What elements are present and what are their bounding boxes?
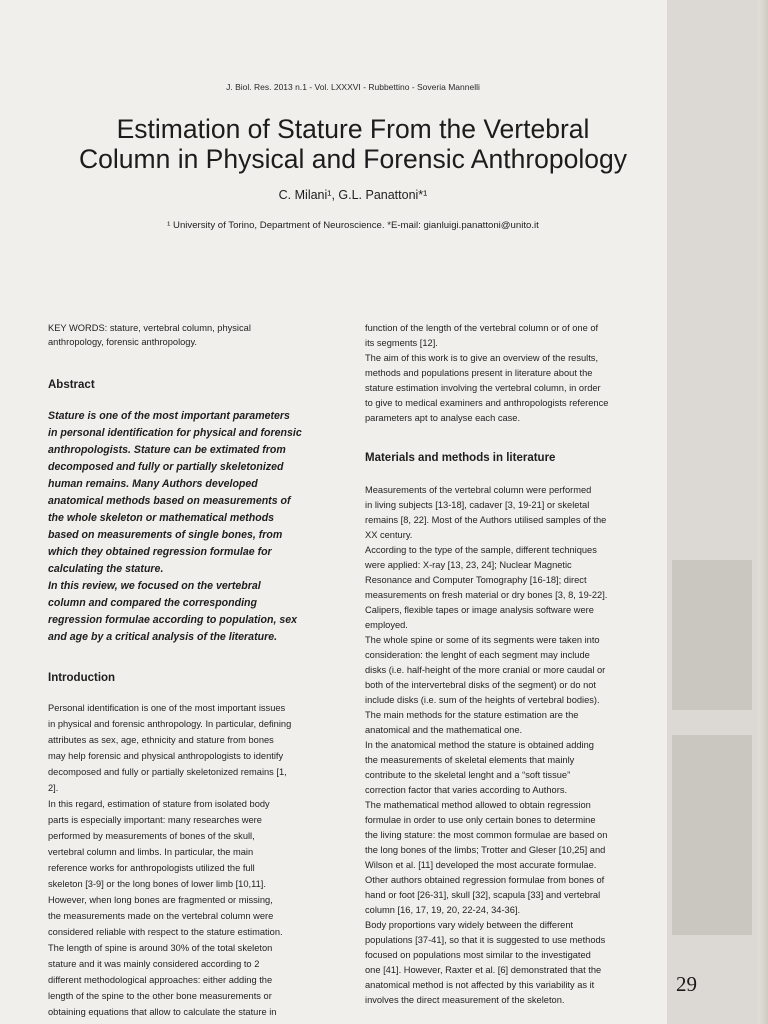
introduction-heading: Introduction bbox=[48, 672, 116, 684]
materials-methods-heading: Materials and methods in literature bbox=[365, 452, 556, 464]
article-title-line-2: Column in Physical and Forensic Anthropology bbox=[79, 144, 627, 174]
paragraph-line: Measurements of the vertebral column were performed bbox=[365, 485, 592, 495]
abstract-line: Stature is one of the most important parameters bbox=[48, 410, 290, 422]
abstract-line: column and compared the corresponding bbox=[48, 597, 257, 609]
paragraph-line: focused on populations most similar to the investigated bbox=[365, 950, 591, 960]
paragraph-line: formulae in order to use only certain bones to determine bbox=[365, 815, 596, 825]
paragraph-line: The whole spine or some of its segments were taken into bbox=[365, 635, 600, 645]
paragraph-line: Wilson et al. [11] developed the most accurate formulae. bbox=[365, 860, 597, 870]
paragraph-line: vertebral column and limbs. In particular, the main bbox=[48, 847, 254, 857]
abstract-line: in personal identification for physical and forensic bbox=[48, 427, 302, 439]
paragraph-line: considered reliable with respect to the stature estimation. bbox=[48, 927, 283, 937]
paragraph-line: measurements on fresh material or dry bones [3, 8, 19-22]. bbox=[365, 590, 608, 600]
keywords-line: KEY WORDS: stature, vertebral column, physical bbox=[48, 323, 251, 333]
paragraph-line: Personal identification is one of the most important issues bbox=[48, 703, 286, 713]
abstract-heading: Abstract bbox=[48, 379, 95, 391]
abstract-line: human remains. Many Authors developed bbox=[48, 478, 258, 490]
paragraph-line: the long bones of the limbs; Trotter and Gleser [10,25] and bbox=[365, 845, 606, 855]
paragraph-line: 2]. bbox=[48, 783, 59, 793]
paragraph-line: The aim of this work is to give an overview of the results, bbox=[365, 353, 599, 363]
paragraph-line: parameters apt to analyse each case. bbox=[365, 413, 521, 423]
page-edge-shadow bbox=[758, 0, 768, 1024]
paragraph-line: However, when long bones are fragmented or missing, bbox=[48, 895, 273, 905]
paragraph-line: reference works for anthropologists utilized the full bbox=[48, 863, 255, 873]
paragraph-line: one [41]. However, Raxter et al. [6] demonstrated that the bbox=[365, 965, 602, 975]
abstract-line: regression formulae according to population, sex bbox=[48, 614, 297, 626]
paragraph-line: Other authors obtained regression formulae from bones of bbox=[365, 875, 605, 885]
abstract-line: decomposed and fully or partially skeletonized bbox=[48, 461, 284, 473]
paragraph-line: Body proportions vary widely between the different bbox=[365, 920, 574, 930]
paragraph-line: The mathematical method allowed to obtain regression bbox=[365, 800, 591, 810]
paragraph-line: the measurements made on the vertebral column were bbox=[48, 911, 274, 921]
paragraph-line: the living stature: the most common formulae are based on bbox=[365, 830, 608, 840]
affiliation: ¹ University of Torino, Department of Neuroscience. *E-mail: gianluigi.panattoni@unito.it bbox=[167, 220, 539, 231]
paragraph-line: anatomical method is not affected by this variability as it bbox=[365, 980, 595, 990]
paragraph-line: disks (i.e. half-height of the more cranial or more caudal or bbox=[365, 665, 606, 675]
abstract-line: anthropologists. Stature can be extimated from bbox=[48, 444, 286, 456]
paragraph-line: XX century. bbox=[365, 530, 413, 540]
paragraph-line: different methodological approaches: either adding the bbox=[48, 975, 273, 985]
paragraph-line: populations [37-41], so that it is suggested to use methods bbox=[365, 935, 606, 945]
page-number: 29 bbox=[676, 972, 697, 996]
paragraph-line: consideration: the lenght of each segment may include bbox=[365, 650, 590, 660]
paragraph-line: In the anatomical method the stature is obtained adding bbox=[365, 740, 594, 750]
paragraph-line: involves the direct measurement of the skeleton. bbox=[365, 995, 565, 1005]
authors: C. Milani¹, G.L. Panattoni*¹ bbox=[278, 188, 428, 202]
paragraph-line: anatomical and the mathematical one. bbox=[365, 725, 523, 735]
abstract-line: and age by a critical analysis of the literature. bbox=[48, 631, 278, 643]
paragraph-line: may help forensic and physical anthropologists to identify bbox=[48, 751, 284, 761]
paragraph-line: length of the spine to the other bone measurements or bbox=[48, 991, 272, 1001]
abstract-line: which they obtained regression formulae for bbox=[48, 546, 272, 558]
paragraph-line: The length of spine is around 30% of the total skeleton bbox=[48, 943, 273, 953]
paragraph-line: In this regard, estimation of stature from isolated body bbox=[48, 799, 270, 809]
paragraph-line: decomposed and fully or partially skeletonized remains [1, bbox=[48, 767, 287, 777]
paragraph-line: parts is especially important: many researches were bbox=[48, 815, 262, 825]
abstract-line: based on measurements of single bones, from bbox=[48, 529, 283, 541]
paragraph-line: stature and it was mainly considered according to 2 bbox=[48, 959, 260, 969]
paragraph-line: function of the length of the vertebral column or of one of bbox=[365, 323, 599, 333]
paragraph-line: attributes as sex, age, ethnicity and stature from bones bbox=[48, 735, 274, 745]
paragraph-line: stature estimation involving the vertebral column, in order bbox=[365, 383, 601, 393]
side-margin-mark bbox=[672, 560, 752, 710]
side-margin-mark bbox=[672, 735, 752, 935]
abstract-line: the whole skeleton or mathematical methods bbox=[48, 512, 275, 524]
abstract-line: anatomical methods based on measurements of bbox=[48, 495, 291, 507]
paragraph-line: contribute to the skeletal lenght and a “soft tissue” bbox=[365, 770, 571, 780]
paragraph-line: The main methods for the stature estimation are the bbox=[365, 710, 579, 720]
paragraph-line: Calipers, flexible tapes or image analysis software were bbox=[365, 605, 594, 615]
paragraph-line: performed by measurements of bones of the skull, bbox=[48, 831, 255, 841]
paragraph-line: obtaining equations that allow to calculate the stature in bbox=[48, 1007, 277, 1017]
paragraph-line: both of the intervertebral disks of the segment) or do not bbox=[365, 680, 597, 690]
paragraph-line: in physical and forensic anthropology. In particular, defining bbox=[48, 719, 292, 729]
paragraph-line: its segments [12]. bbox=[365, 338, 438, 348]
paragraph-line: methods and populations present in literature about the bbox=[365, 368, 593, 378]
paragraph-line: remains [8, 22]. Most of the Authors utilised samples of the bbox=[365, 515, 607, 525]
journal-citation: J. Biol. Res. 2013 n.1 - Vol. LXXXVI - Rubbettino - Soveria Mannelli bbox=[226, 82, 480, 92]
paragraph-line: Resonance and Computer Tomography [16-18]; direct bbox=[365, 575, 587, 585]
paragraph-line: correction factor that varies according to Authors. bbox=[365, 785, 568, 795]
abstract-line: calculating the stature. bbox=[48, 563, 164, 575]
paragraph-line: skeleton [3-9] or the long bones of lower limb [10,11]. bbox=[48, 879, 266, 889]
abstract-line: In this review, we focused on the vertebral bbox=[48, 580, 261, 592]
paragraph-line: column [16, 17, 19, 20, 22-24, 34-36]. bbox=[365, 905, 521, 915]
paragraph-line: were applied: X-ray [13, 23, 24]; Nuclear Magnetic bbox=[365, 560, 572, 570]
article-title-line-1: Estimation of Stature From the Vertebral bbox=[116, 114, 590, 144]
paragraph-line: According to the type of the sample, different techniques bbox=[365, 545, 597, 555]
paragraph-line: employed. bbox=[365, 620, 408, 630]
paragraph-line: to give to medical examiners and anthropologists reference bbox=[365, 398, 609, 408]
paragraph-line: include disks (i.e. sum of the heights of vertebral bodies). bbox=[365, 695, 600, 705]
keywords-line: anthropology, forensic anthropology. bbox=[48, 337, 198, 347]
paragraph-line: in living subjects [13-18], cadaver [3, 19-21] or skeletal bbox=[365, 500, 590, 510]
paragraph-line: the measurements of skeletal elements that mainly bbox=[365, 755, 575, 765]
paragraph-line: hand or foot [26-31], skull [32], scapula [33] and vertebral bbox=[365, 890, 601, 900]
